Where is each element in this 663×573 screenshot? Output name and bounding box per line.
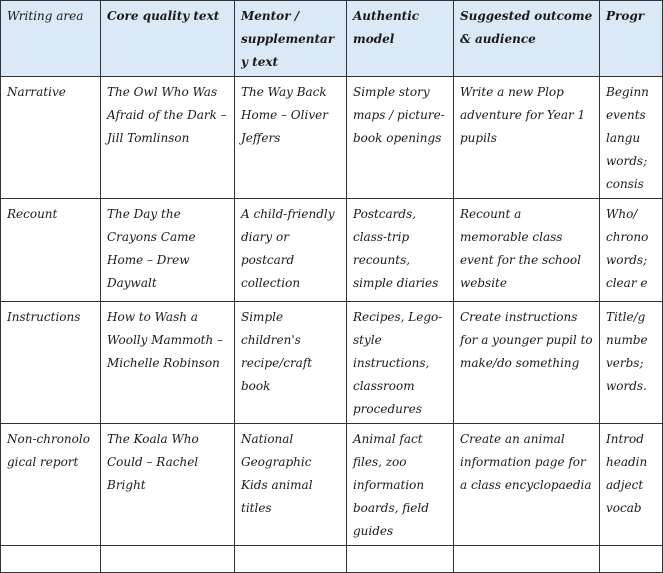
cell-outcome: Create instructions for a younger pupil to make/do something: [454, 302, 600, 424]
header-mentor-text: Mentor / supplementary text: [235, 1, 347, 77]
cell-empty: [101, 546, 235, 573]
cell-core-text: How to Wash a Woolly Mammoth – Michelle Robinson: [101, 302, 235, 424]
cell-mentor-text: National Geographic Kids animal titles: [235, 424, 347, 546]
header-writing-area: Writing area: [1, 1, 101, 77]
header-authentic-model: Authentic model: [347, 1, 454, 77]
header-suggested-outcome: Suggested outcome & audience: [454, 1, 600, 77]
cell-writing-area: Instructions: [1, 302, 101, 424]
table-row: [1, 199, 663, 302]
cell-progression: Who/ chrono words; clear e: [600, 199, 663, 302]
cell-core-text: The Day the Crayons Came Home – Drew Daywalt: [101, 199, 235, 302]
cell-authentic-model: Animal fact files, zoo information boards, field guides: [347, 424, 454, 546]
table-row: [1, 77, 663, 199]
cell-mentor-text: Simple children's recipe/craft book: [235, 302, 347, 424]
cell-empty: [347, 546, 454, 573]
cell-writing-area: Recount: [1, 199, 101, 302]
cell-empty: [235, 546, 347, 573]
table-row: [1, 424, 663, 546]
cell-writing-area: Non-chronological report: [1, 424, 101, 546]
cell-outcome: Write a new Plop adventure for Year 1 pupils: [454, 77, 600, 199]
cell-progression: Introd headin adject vocab: [600, 424, 663, 546]
cell-core-text: The Koala Who Could – Rachel Bright: [101, 424, 235, 546]
cell-mentor-text: The Way Back Home – Oliver Jeffers: [235, 77, 347, 199]
header-core-quality-text: Core quality text: [101, 1, 235, 77]
cell-authentic-model: Simple story maps / picture-book openings: [347, 77, 454, 199]
header-progression: Progr: [600, 1, 663, 77]
cell-outcome: Recount a memorable class event for the school website: [454, 199, 600, 302]
cell-mentor-text: A child-friendly diary or postcard collection: [235, 199, 347, 302]
cell-progression: Title/g numbe verbs; words.: [600, 302, 663, 424]
cell-empty: [600, 546, 663, 573]
cell-empty: [1, 546, 101, 573]
cell-authentic-model: Postcards, class-trip recounts, simple diaries: [347, 199, 454, 302]
header-row: [1, 1, 663, 77]
cell-empty: [454, 546, 600, 573]
cell-core-text: The Owl Who Was Afraid of the Dark – Jill Tomlinson: [101, 77, 235, 199]
cell-authentic-model: Recipes, Lego-style instructions, classroom procedures: [347, 302, 454, 424]
cell-writing-area: Narrative: [1, 77, 101, 199]
cell-progression: Beginn events langu words; consis: [600, 77, 663, 199]
table-row: [1, 546, 663, 573]
table-row: [1, 302, 663, 424]
cell-outcome: Create an animal information page for a class encyclopaedia: [454, 424, 600, 546]
